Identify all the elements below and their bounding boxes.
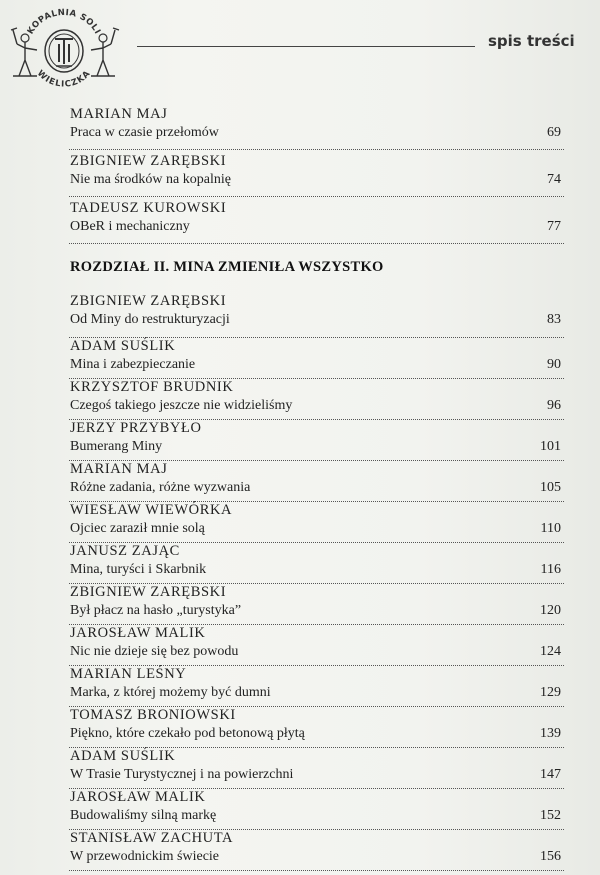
- toc-entry: [69, 150, 564, 197]
- kopalnia-soli-logo: [3, 4, 125, 96]
- toc-entry: [69, 502, 564, 543]
- toc-author: JAROSŁAW MALIK: [70, 625, 206, 641]
- toc-page-number: 147: [540, 767, 561, 782]
- toc-author: ZBIGNIEW ZARĘBSKI: [70, 153, 227, 169]
- toc-page-number: 83: [547, 312, 561, 327]
- toc-page-number: 105: [540, 480, 561, 495]
- toc-entry: [69, 420, 564, 461]
- toc-entry: [69, 748, 564, 789]
- toc-author: STANISŁAW ZACHUTA: [70, 830, 234, 846]
- toc-page-number: 96: [547, 398, 561, 413]
- toc-entry: [69, 666, 564, 707]
- toc-author: WIESŁAW WIEWÓRKA: [70, 502, 233, 518]
- toc-page-number: 110: [540, 521, 561, 536]
- toc-page-number: 116: [540, 562, 561, 577]
- toc-title: Czegoś takiego jeszcze nie widzieliśmy: [70, 398, 293, 413]
- toc-entry: [69, 625, 564, 666]
- toc-page-number: 74: [547, 172, 561, 187]
- chapter-heading: [69, 244, 564, 292]
- toc-author: MARIAN LEŚNY: [70, 666, 187, 682]
- toc-author: JAROSŁAW MALIK: [70, 789, 206, 805]
- svg-text:WIELICZKA: WIELICZKA: [34, 68, 94, 90]
- toc-entry: [69, 584, 564, 625]
- toc-entry: [69, 461, 564, 502]
- toc-title: Budowaliśmy silną markę: [70, 808, 217, 823]
- toc-entry: [69, 830, 564, 871]
- toc-entry: [69, 543, 564, 584]
- toc-title: Praca w czasie przełomów: [70, 125, 219, 140]
- toc-title: W przewodnickim świecie: [70, 849, 220, 864]
- toc-author: KRZYSZTOF BRUDNIK: [70, 379, 234, 395]
- chapter-title: ROZDZIAŁ II. MINA ZMIENIŁA WSZYSTKO: [70, 259, 384, 275]
- toc-page-number: 152: [540, 808, 561, 823]
- toc-page-number: 101: [540, 439, 561, 454]
- toc-title: Różne zadania, różne wyzwania: [70, 480, 251, 495]
- toc-entry: [69, 707, 564, 748]
- toc-author: ZBIGNIEW ZARĘBSKI: [70, 584, 227, 600]
- toc-entry: [69, 789, 564, 830]
- toc-author: ADAM SUŚLIK: [70, 338, 176, 354]
- toc-author: TOMASZ BRONIOWSKI: [70, 707, 236, 723]
- toc-author: TADEUSZ KUROWSKI: [70, 200, 227, 216]
- toc-author: MARIAN MAJ: [70, 461, 168, 477]
- toc-page-number: 120: [540, 603, 561, 618]
- toc-title: Mina, turyści i Skarbnik: [70, 562, 207, 577]
- toc-title: Piękno, które czekało pod betonową płytą: [70, 726, 305, 741]
- toc-title: Marka, z której możemy być dumni: [70, 685, 271, 700]
- header-rule: [137, 46, 475, 47]
- toc-author: MARIAN MAJ: [70, 106, 168, 122]
- svg-text:KOPALNIA SOLI: KOPALNIA SOLI: [25, 7, 103, 37]
- toc-entry: [69, 103, 564, 150]
- toc-entry: [69, 197, 564, 244]
- toc-author: ZBIGNIEW ZARĘBSKI: [70, 293, 227, 309]
- toc-page-number: 69: [547, 125, 561, 140]
- toc-title: Ojciec zaraził mnie solą: [70, 521, 205, 536]
- toc-page-number: 90: [547, 357, 561, 372]
- toc-title: Nic nie dzieje się bez powodu: [70, 644, 239, 659]
- toc-title: Nie ma środków na kopalnię: [70, 172, 231, 187]
- toc-page-number: 129: [540, 685, 561, 700]
- toc-author: JANUSZ ZAJĄC: [70, 543, 180, 559]
- toc-title: Bumerang Miny: [70, 439, 163, 454]
- toc-title: W Trasie Turystycznej i na powierzchni: [70, 767, 294, 782]
- toc-title: Od Miny do restrukturyzacji: [70, 312, 230, 327]
- toc-author: ADAM SUŚLIK: [70, 748, 176, 764]
- table-of-contents: [69, 103, 564, 871]
- toc-author: JERZY PRZYBYŁO: [70, 420, 202, 436]
- section-title: spis treści: [488, 32, 575, 50]
- toc-page-number: 139: [540, 726, 561, 741]
- toc-entry: [69, 338, 564, 379]
- toc-page-number: 156: [540, 849, 561, 864]
- toc-page-number: 77: [547, 219, 561, 234]
- toc-title: Był płacz na hasło „turystyka”: [70, 603, 242, 618]
- toc-entry: [69, 379, 564, 420]
- toc-title: OBeR i mechaniczny: [70, 219, 190, 234]
- toc-title: Mina i zabezpieczanie: [70, 357, 196, 372]
- toc-page-number: 124: [540, 644, 561, 659]
- toc-entry: [69, 292, 564, 338]
